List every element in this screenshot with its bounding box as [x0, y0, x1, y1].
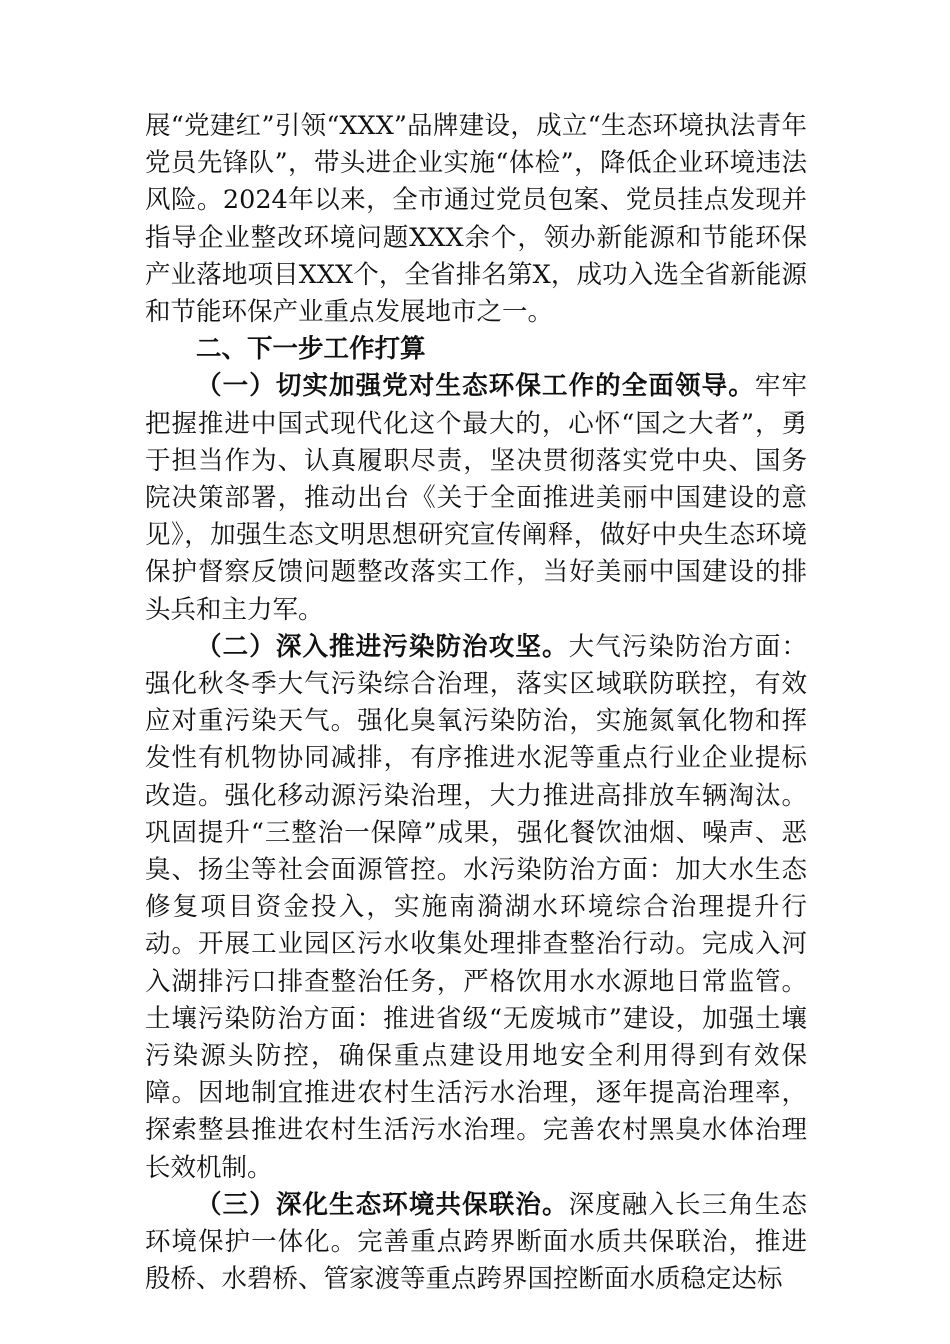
continuation-paragraph: 展“党建红”引领“XXX”品牌建设，成立“生态环境执法青年党员先锋队”，带头进企业实施“体检”，降低企业环境违法风险。2024年以来，全市通过党员包案、党员挂点发现并指导企业整改环境问题XXX余个，领办新能源和节能环保产业落地项目XXX个，全省排名第X，成功入选全省新能源和节能环保产业重点发展地市之一。	[145, 111, 807, 328]
item-paragraph-2	[145, 629, 807, 1187]
item-body-3: 深度融入长三角生态环境保护一体化。完善重点跨界断面水质共保联治，推进殷桥、水碧桥、管家渡等重点跨界国控断面水质稳定达标	[145, 1189, 807, 1295]
item-title-1: （一）切实加强党对生态环保工作的全面领导。	[196, 371, 755, 402]
item-title-3: （三）深化生态环境共保联治。	[196, 1189, 569, 1220]
document-page	[145, 108, 807, 1299]
item-paragraph-1	[145, 368, 807, 628]
item-body-2: 大气污染防治方面：强化秋冬季大气污染综合治理，落实区域联防联控，有效应对重污染天气。强化臭氧污染防治，实施氮氧化物和挥发性有机物协同减排，有序推进水泥等重点行业企业提标改造。强化移动源污染治理，大力推进高排放车辆淘汰。巩固提升“三整治一保障”成果，强化餐饮油烟、噪声、恶臭、扬尘等社会面源管控。水污染防治方面：加大水生态修复项目资金投入，实施南漪湖水环境综合治理提升行动。开展工业园区污水收集处理排查整治行动。完成入河入湖排污口排查整治任务，严格饮用水水源地日常监管。土壤污染防治方面：推进省级“无废城市”建设，加强土壤污染源头防控，确保重点建设用地安全利用得到有效保障。因地制宜推进农村生活污水治理，逐年提高治理率，探索整县推进农村生活污水治理。完善农村黑臭水体治理长效机制。	[145, 631, 807, 1183]
section-heading: 二、下一步工作打算	[196, 334, 426, 365]
item-paragraph-3	[145, 1187, 807, 1299]
item-body-1: 牢牢把握推进中国式现代化这个最大的，心怀“国之大者”，勇于担当作为、认真履职尽责，坚决贯彻落实党中央、国务院决策部署，推动出台《关于全面推进美丽中国建设的意见》，加强生态文明思想研究宣传阐释，做好中央生态环境保护督察反馈问题整改落实工作，当好美丽中国建设的排头兵和主力军。	[145, 371, 807, 625]
item-title-2: （二）深入推进污染防治攻坚。	[196, 631, 569, 662]
